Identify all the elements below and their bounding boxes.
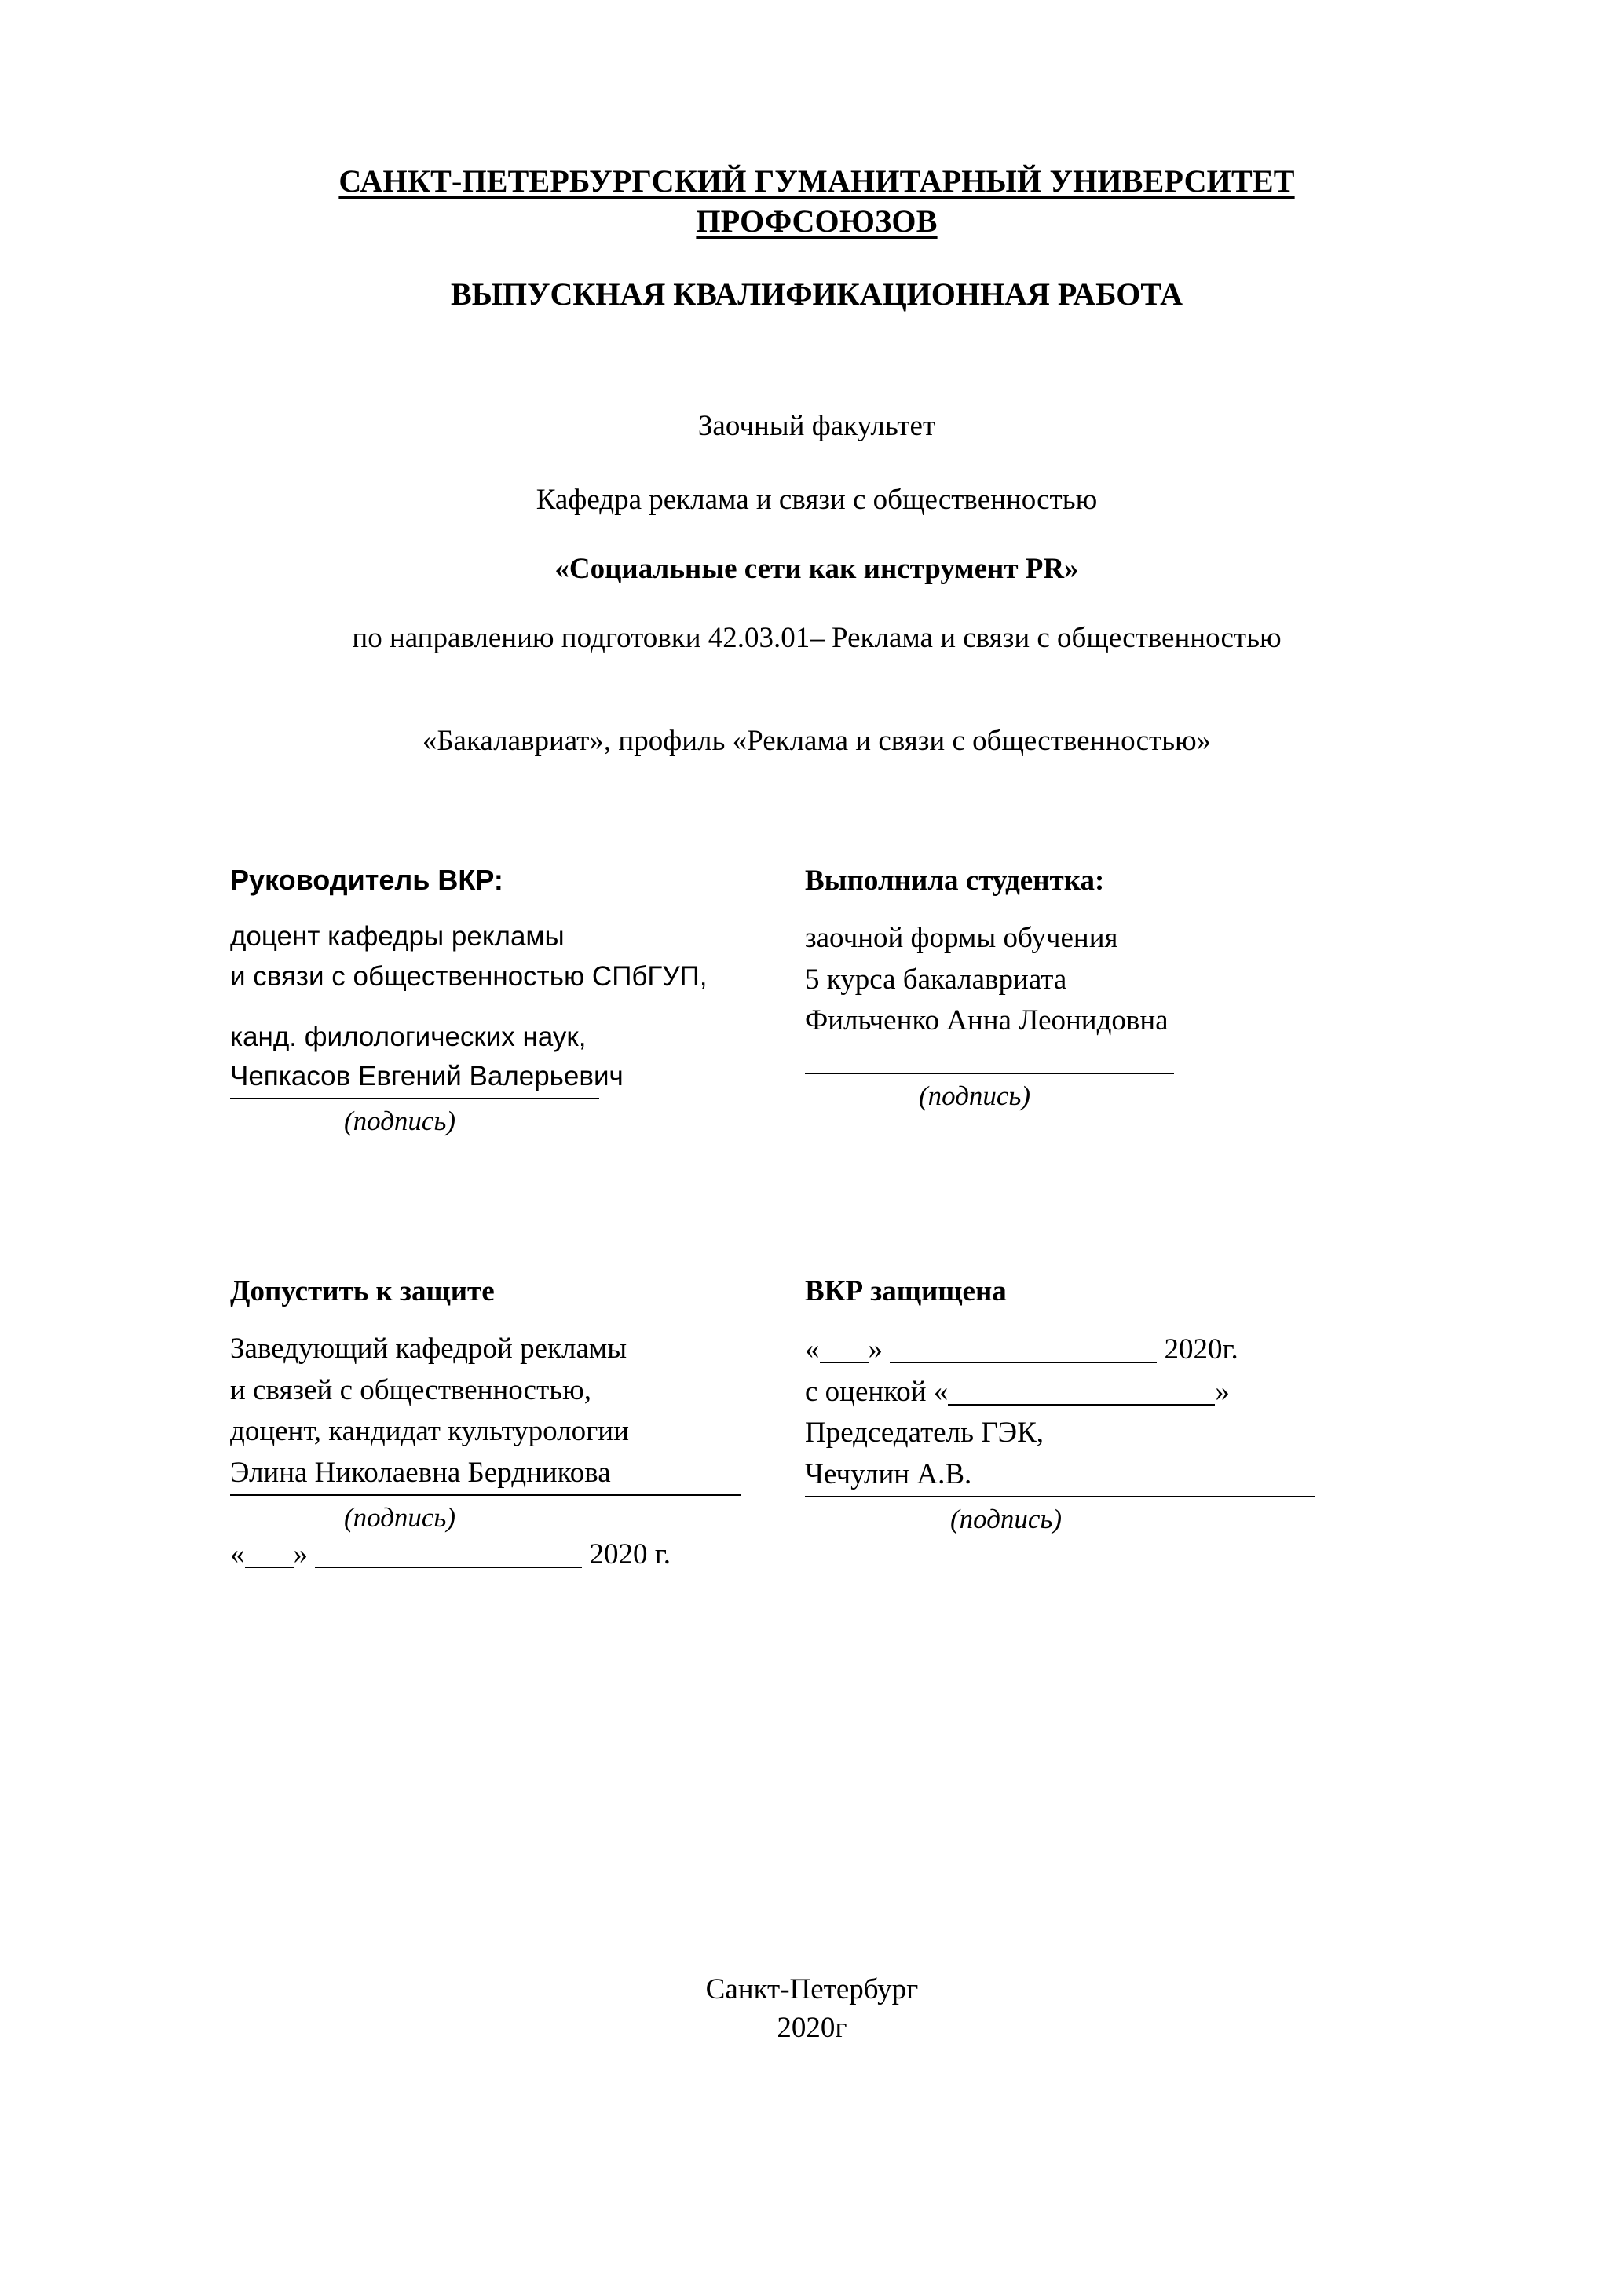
admission-signature-label: (подпись)	[344, 1502, 456, 1534]
supervisor-heading: Руководитель ВКР:	[230, 864, 503, 897]
admission-signature-rule[interactable]	[230, 1493, 741, 1496]
document-kind: ВЫПУСКНАЯ КВАЛИФИКАЦИОННАЯ РАБОТА	[451, 276, 1183, 313]
defense-year: 2020г.	[1164, 1333, 1238, 1366]
defense-signature-rule[interactable]	[805, 1495, 1315, 1497]
university-title-line-1: САНКТ-ПЕТЕРБУРГСКИЙ ГУМАНИТАРНЫЙ УНИВЕРСИТЕТ	[338, 163, 1295, 199]
student-signature-label: (подпись)	[919, 1080, 1031, 1111]
admission-line-3: доцент, кандидат культурологии	[230, 1415, 629, 1448]
supervisor-student-section	[224, 864, 1410, 1137]
admission-date-line	[230, 1534, 805, 1576]
defense-grade-prefix: с оценкой «	[805, 1375, 949, 1408]
admission-line-4: Элина Николаевна Бердникова	[230, 1456, 611, 1489]
admission-date-quote-close: »	[293, 1538, 308, 1571]
student-signature-rule[interactable]	[805, 1072, 1174, 1074]
defense-day-field[interactable]	[820, 1333, 869, 1363]
defense-date-line	[805, 1329, 1410, 1371]
admission-heading: Допустить к защите	[230, 1275, 495, 1308]
supervisor-line-1: доцент кафедры рекламы	[230, 921, 565, 952]
supervisor-signature-rule[interactable]	[230, 1097, 599, 1099]
defense-signature-label: (подпись)	[950, 1504, 1063, 1535]
thesis-topic: «Социальные сети как инструмент PR»	[554, 553, 1079, 586]
document-content	[224, 161, 1410, 1576]
supervisor-block	[224, 864, 805, 1137]
student-line-2: 5 курса бакалавриата	[805, 963, 1067, 996]
student-line-3: Фильченко Анна Леонидовна	[805, 1004, 1169, 1037]
supervisor-line-3: канд. филологических наук,	[230, 1021, 587, 1052]
admission-day-field[interactable]	[245, 1538, 294, 1568]
student-line-1: заочной формы обучения	[805, 922, 1118, 955]
defense-grade-suffix: »	[1215, 1375, 1230, 1408]
student-block	[805, 864, 1410, 1112]
defense-grade-field[interactable]	[948, 1376, 1215, 1406]
student-heading: Выполнила студентка:	[805, 865, 1105, 898]
university-title-line-2: ПРОФСОЮЗОВ	[696, 203, 938, 239]
defense-heading: ВКР защищена	[805, 1275, 1007, 1308]
footer-year: 2020г	[777, 2011, 847, 2044]
university-title	[224, 161, 1410, 241]
defense-grade-line	[805, 1371, 1410, 1413]
admission-line-2: и связей с общественностью,	[230, 1373, 592, 1406]
document-info-block	[224, 407, 1410, 658]
defense-month-field[interactable]	[890, 1333, 1157, 1363]
spacer	[805, 1042, 1410, 1072]
admission-month-field[interactable]	[315, 1538, 582, 1568]
document-footer	[0, 1971, 1624, 2048]
spacer	[230, 997, 805, 1018]
admission-defense-section	[224, 1274, 1410, 1576]
admission-line-1: Заведующий кафедрой рекламы	[230, 1333, 627, 1366]
faculty-line: Заочный факультет	[697, 410, 936, 443]
supervisor-line-2: и связи с общественностью СПбГУП,	[230, 960, 708, 992]
profile-line: «Бакалавриат», профиль «Реклама и связи с общественностью»	[422, 725, 1212, 758]
defense-date-quote-open: «	[805, 1333, 820, 1366]
footer-city: Санкт-Петербург	[705, 1973, 919, 2005]
admission-year: 2020 г.	[589, 1538, 671, 1571]
defense-chair-line-1: Председатель ГЭК,	[805, 1417, 1044, 1450]
admission-date-quote-open: «	[230, 1538, 245, 1571]
supervisor-line-4: Чепкасов Евгений Валерьевич	[230, 1061, 624, 1092]
defense-chair-line-2: Чечулин А.В.	[805, 1457, 972, 1490]
supervisor-signature-label: (подпись)	[344, 1106, 456, 1137]
defense-block	[805, 1274, 1410, 1535]
defense-date-quote-close: »	[868, 1333, 883, 1366]
admission-block	[224, 1274, 805, 1576]
direction-line: по направлению подготовки 42.03.01– Реклама и связи с общественностью	[352, 622, 1282, 655]
department-line: Кафедра реклама и связи с общественностью	[536, 484, 1098, 517]
